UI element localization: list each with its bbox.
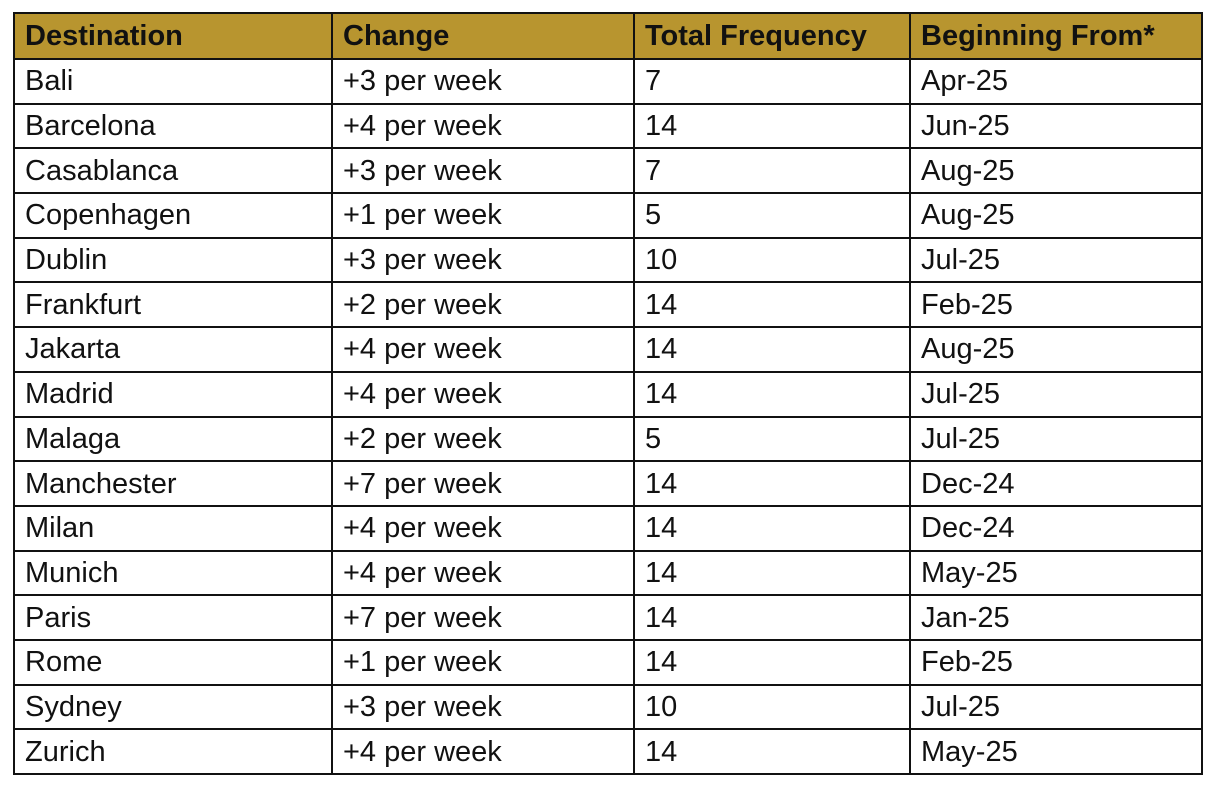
cell-beginning-from: Dec-24 — [910, 461, 1202, 506]
table-row — [14, 461, 1202, 506]
table-body — [14, 59, 1202, 774]
cell-destination: Madrid — [14, 372, 332, 417]
cell-destination: Munich — [14, 551, 332, 596]
cell-change: +7 per week — [332, 595, 634, 640]
cell-destination: Jakarta — [14, 327, 332, 372]
cell-destination: Milan — [14, 506, 332, 551]
cell-change: +3 per week — [332, 59, 634, 104]
cell-change: +1 per week — [332, 193, 634, 238]
cell-total-frequency: 14 — [634, 104, 910, 149]
table-row — [14, 327, 1202, 372]
cell-beginning-from: Jan-25 — [910, 595, 1202, 640]
cell-beginning-from: Aug-25 — [910, 327, 1202, 372]
cell-change: +4 per week — [332, 104, 634, 149]
cell-beginning-from: Apr-25 — [910, 59, 1202, 104]
table-row — [14, 104, 1202, 149]
table-row — [14, 59, 1202, 104]
cell-total-frequency: 14 — [634, 461, 910, 506]
header-total-frequency: Total Frequency — [634, 13, 910, 59]
table-row — [14, 640, 1202, 685]
cell-beginning-from: Aug-25 — [910, 193, 1202, 238]
cell-change: +7 per week — [332, 461, 634, 506]
cell-change: +4 per week — [332, 327, 634, 372]
cell-change: +2 per week — [332, 282, 634, 327]
table-row — [14, 238, 1202, 283]
table-row — [14, 729, 1202, 774]
cell-destination: Malaga — [14, 417, 332, 462]
table-row — [14, 417, 1202, 462]
cell-beginning-from: Feb-25 — [910, 640, 1202, 685]
header-beginning-from: Beginning From* — [910, 13, 1202, 59]
cell-change: +3 per week — [332, 148, 634, 193]
cell-beginning-from: Jun-25 — [910, 104, 1202, 149]
cell-destination: Copenhagen — [14, 193, 332, 238]
table-row — [14, 282, 1202, 327]
cell-total-frequency: 14 — [634, 327, 910, 372]
header-destination: Destination — [14, 13, 332, 59]
cell-destination: Frankfurt — [14, 282, 332, 327]
cell-destination: Sydney — [14, 685, 332, 730]
cell-beginning-from: Feb-25 — [910, 282, 1202, 327]
table-row — [14, 551, 1202, 596]
cell-beginning-from: Aug-25 — [910, 148, 1202, 193]
table-row — [14, 595, 1202, 640]
cell-destination: Manchester — [14, 461, 332, 506]
cell-total-frequency: 14 — [634, 372, 910, 417]
frequency-table-container — [13, 12, 1203, 775]
cell-total-frequency: 14 — [634, 729, 910, 774]
cell-destination: Rome — [14, 640, 332, 685]
cell-total-frequency: 14 — [634, 595, 910, 640]
cell-change: +3 per week — [332, 685, 634, 730]
cell-beginning-from: May-25 — [910, 729, 1202, 774]
destination-frequency-table — [13, 12, 1203, 775]
cell-total-frequency: 10 — [634, 685, 910, 730]
cell-beginning-from: Jul-25 — [910, 238, 1202, 283]
cell-change: +3 per week — [332, 238, 634, 283]
cell-destination: Casablanca — [14, 148, 332, 193]
table-row — [14, 685, 1202, 730]
cell-destination: Barcelona — [14, 104, 332, 149]
cell-change: +4 per week — [332, 551, 634, 596]
cell-destination: Zurich — [14, 729, 332, 774]
cell-beginning-from: May-25 — [910, 551, 1202, 596]
cell-destination: Bali — [14, 59, 332, 104]
table-header-row — [14, 13, 1202, 59]
cell-total-frequency: 14 — [634, 506, 910, 551]
cell-change: +2 per week — [332, 417, 634, 462]
cell-change: +4 per week — [332, 372, 634, 417]
header-change: Change — [332, 13, 634, 59]
cell-change: +4 per week — [332, 506, 634, 551]
cell-total-frequency: 14 — [634, 640, 910, 685]
table-row — [14, 506, 1202, 551]
cell-total-frequency: 7 — [634, 148, 910, 193]
table-row — [14, 148, 1202, 193]
cell-change: +1 per week — [332, 640, 634, 685]
cell-total-frequency: 10 — [634, 238, 910, 283]
table-row — [14, 372, 1202, 417]
cell-change: +4 per week — [332, 729, 634, 774]
table-row — [14, 193, 1202, 238]
cell-beginning-from: Jul-25 — [910, 685, 1202, 730]
cell-beginning-from: Jul-25 — [910, 372, 1202, 417]
cell-destination: Paris — [14, 595, 332, 640]
cell-total-frequency: 14 — [634, 551, 910, 596]
cell-total-frequency: 5 — [634, 193, 910, 238]
cell-total-frequency: 7 — [634, 59, 910, 104]
cell-beginning-from: Jul-25 — [910, 417, 1202, 462]
cell-total-frequency: 14 — [634, 282, 910, 327]
cell-destination: Dublin — [14, 238, 332, 283]
cell-beginning-from: Dec-24 — [910, 506, 1202, 551]
cell-total-frequency: 5 — [634, 417, 910, 462]
